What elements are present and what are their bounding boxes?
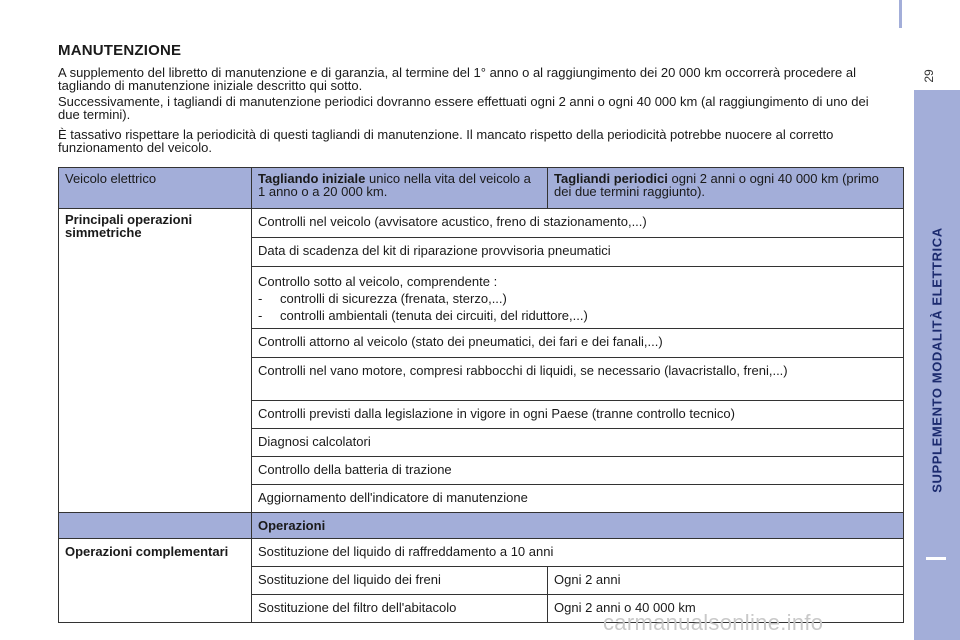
table-header-row	[59, 168, 904, 209]
section-title: MANUTENZIONE	[58, 42, 182, 59]
table-cell	[252, 267, 904, 329]
table-cell: Controlli previsti dalla legislazione in vigore in ogni Paese (tranne controllo tecnico)	[252, 401, 904, 429]
periodic-service-text: ogni 2 anni o ogni 40 000 km (primo dei due termini raggiunto).	[554, 171, 879, 199]
underbody-check-title: Controllo sotto al veicolo, comprendente :	[258, 274, 498, 289]
initial-service-text: unico nella vita del veicolo a 1 anno o a 20 000 km.	[258, 171, 531, 199]
warning-paragraph: È tassativo rispettare la periodicità di questi tagliandi di manutenzione. Il mancato rispetto della periodicità potrebbe nuocere al corretto funzionamento del veicolo.	[58, 127, 834, 155]
table-cell: Aggiornamento dell'indicatore di manutenzione	[252, 485, 904, 513]
chapter-tab-marker	[926, 557, 946, 560]
operations-header: Operazioni	[252, 513, 904, 539]
table-cell: Data di scadenza del kit di riparazione provvisoria pneumatici	[252, 238, 904, 267]
periodic-service-label: Tagliandi periodici	[554, 171, 668, 186]
table-cell: Sostituzione del liquido dei freni	[252, 567, 548, 595]
table-cell: Sostituzione del filtro dell'abitacolo	[252, 595, 548, 623]
table-cell: Sostituzione del liquido di raffreddamento a 10 anni	[252, 539, 904, 567]
bullet-dash: -	[258, 291, 263, 306]
main-operations-label: Principali operazioni simmetriche	[59, 209, 252, 513]
list-item	[258, 290, 897, 307]
table-cell: Controlli nel veicolo (avvisatore acustico, freno di stazionamento,...)	[252, 209, 904, 238]
list-item	[258, 307, 897, 324]
bullet-dash: -	[258, 308, 263, 323]
page-number: 29	[922, 69, 936, 83]
header-periodic-cell	[548, 168, 904, 209]
initial-service-label: Tagliando iniziale	[258, 171, 366, 186]
operations-header-spacer	[59, 513, 252, 539]
table-cell: Diagnosi calcolatori	[252, 429, 904, 457]
interval-cell: Ogni 2 anni o 40 000 km	[548, 595, 904, 623]
top-divider	[899, 0, 902, 28]
watermark: carmanualsonline.info	[603, 610, 824, 635]
table-row	[59, 209, 904, 238]
table-row	[59, 539, 904, 567]
interval-cell: Ogni 2 anni	[548, 567, 904, 595]
list-item-text: controlli ambientali (tenuta dei circuiti, del riduttore,...)	[280, 308, 588, 323]
operations-header-row	[59, 513, 904, 539]
table-cell: Controlli nel vano motore, compresi rabbocchi di liquidi, se necessario (lavacristallo, freni,...)	[252, 358, 904, 401]
header-vehicle-cell: Veicolo elettrico	[59, 168, 252, 209]
header-initial-cell	[252, 168, 548, 209]
complementary-operations-label: Operazioni complementari	[59, 539, 252, 623]
periodic-paragraph: Successivamente, i tagliandi di manutenzione periodici dovranno essere effettuati ogni 2 anni o ogni 40 000 km (al raggiungimento di uno dei due termini).	[58, 94, 869, 122]
list-item-text: controlli di sicurezza (frenata, sterzo,...)	[280, 291, 507, 306]
table-cell: Controlli attorno al veicolo (stato dei pneumatici, dei fari e dei fanali,...)	[252, 329, 904, 358]
table-cell: Controllo della batteria di trazione	[252, 457, 904, 485]
maintenance-table	[58, 167, 904, 623]
chapter-label: SUPPLEMENTO MODALITÀ ELETTRICA	[929, 227, 945, 493]
intro-paragraph: A supplemento del libretto di manutenzione e di garanzia, al termine del 1° anno o al raggiungimento dei 20 000 km occorrerà procedere al tagliando di manutenzione iniziale descritto qui sotto.	[58, 65, 856, 93]
